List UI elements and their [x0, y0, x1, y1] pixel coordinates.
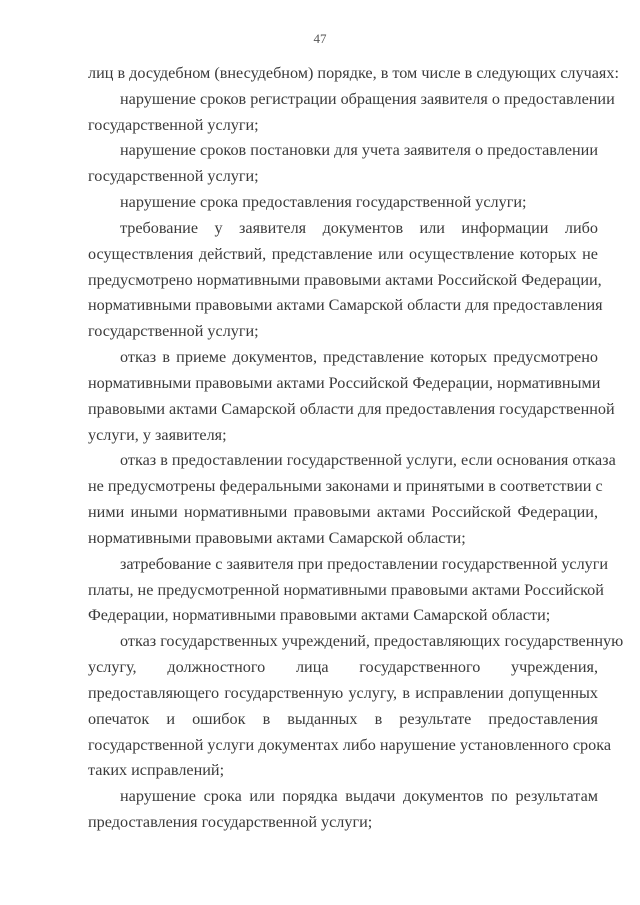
text-line: государственной услуги; — [88, 322, 259, 341]
document-body — [88, 61, 624, 836]
text-line: затребование с заявителя при предоставлении государственной услуги — [120, 554, 609, 573]
text-line: осуществления действий, представление или осуществление которых не — [88, 244, 598, 263]
text-line: нарушение сроков постановки для учета заявителя о предоставлении — [120, 141, 598, 160]
text-line: не предусмотрены федеральными законами и принятыми в соответствии с — [88, 477, 603, 496]
text-line: отказ государственных учреждений, предоставляющих государственную — [120, 632, 624, 651]
text-line: нормативными правовыми актами Самарской области для предоставления — [88, 296, 603, 315]
text-line: государственной услуги документах либо нарушение установленного срока — [88, 735, 612, 754]
text-line: платы, не предусмотренной нормативными правовыми актами Российской — [88, 580, 604, 599]
paragraph — [88, 87, 615, 139]
paragraph — [88, 784, 598, 836]
text-line: нарушение сроков регистрации обращения заявителя о предоставлении — [120, 89, 615, 108]
paragraph — [88, 345, 615, 448]
paragraph — [88, 629, 624, 784]
text-line: государственной услуги; — [88, 115, 259, 134]
text-line: ними иными нормативными правовыми актами Российской Федерации, — [88, 503, 598, 522]
text-line: предусмотрено нормативными правовыми актами Российской Федерации, — [88, 270, 602, 289]
text-line: таких исправлений; — [88, 761, 225, 780]
text-line: лиц в досудебном (внесудебном) порядке, в том числе в следующих случаях: — [88, 64, 619, 82]
text-line: Федерации, нормативными правовыми актами Самарской области; — [88, 606, 551, 625]
paragraph — [88, 448, 616, 551]
text-line: отказ в приеме документов, представление которых предусмотрено — [120, 348, 598, 367]
paragraph — [88, 61, 619, 87]
text-line: нормативными правовыми актами Самарской области; — [88, 528, 466, 547]
text-line: правовыми актами Самарской области для предоставления государственной — [88, 399, 615, 418]
text-line: отказ в предоставлении государственной услуги, если основания отказа — [120, 451, 616, 470]
text-line: услугу, должностного лица государственного учреждения, — [88, 658, 598, 677]
text-line: требование у заявителя документов или информации либо — [120, 218, 598, 237]
text-line: предоставления государственной услуги; — [88, 813, 373, 832]
page-number: 47 — [313, 31, 327, 46]
text-line: нормативными правовыми актами Российской Федерации, нормативными — [88, 373, 601, 392]
text-line: услуги, у заявителя; — [88, 425, 227, 444]
text-line: государственной услуги; — [88, 167, 259, 186]
text-line: предоставляющего государственную услугу, в исправлении допущенных — [88, 683, 598, 702]
text-line: нарушение срока или порядка выдачи документов по результатам — [120, 787, 598, 806]
paragraph — [88, 216, 603, 345]
paragraph — [88, 138, 598, 190]
paragraph — [88, 190, 598, 216]
text-line: опечаток и ошибок в выданных в результате предоставления — [88, 709, 598, 728]
paragraph — [88, 552, 609, 629]
text-line: нарушение срока предоставления государственной услуги; — [120, 193, 527, 212]
